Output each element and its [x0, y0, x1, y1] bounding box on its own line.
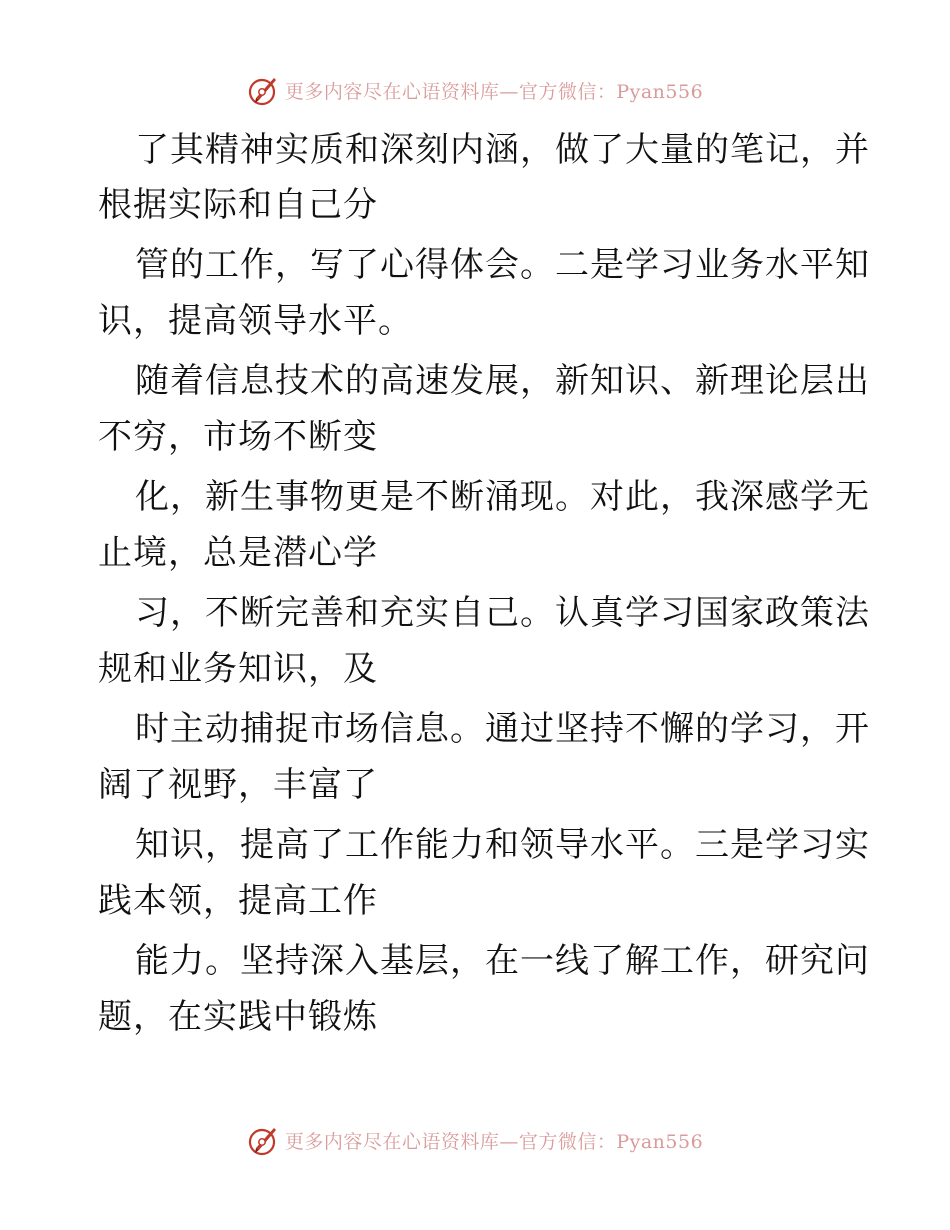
- text-line: 践本领，提高工作: [98, 881, 378, 921]
- text-line: 了其精神实质和深刻内涵，做了大量的笔记，并: [135, 130, 870, 170]
- quill-pen-seal-icon: [247, 1123, 281, 1157]
- text-line: 能力。坚持深入基层，在一线了解工作，研究问: [135, 941, 870, 981]
- text-line: 根据实际和自己分: [98, 185, 378, 225]
- text-line: 习，不断完善和充实自己。认真学习国家政策法: [135, 593, 870, 633]
- header-banner: [0, 70, 950, 110]
- text-line: 知识，提高了工作能力和领导水平。三是学习实: [135, 825, 870, 865]
- header-banner-text: 更多内容尽在心语资料库—官方微信：Pyan556: [284, 80, 704, 103]
- text-line: 题，在实践中锻炼: [98, 997, 378, 1037]
- text-line: 管的工作，写了心得体会。二是学习业务水平知: [135, 245, 870, 285]
- text-line: 不穷，市场不断变: [98, 417, 378, 457]
- text-line: 时主动捕捉市场信息。通过坚持不懈的学习，开: [135, 709, 870, 749]
- quill-pen-seal-icon: [247, 73, 281, 107]
- text-line: 规和业务知识，及: [98, 649, 378, 689]
- footer-banner: [0, 1120, 950, 1160]
- text-line: 随着信息技术的高速发展，新知识、新理论层出: [135, 361, 870, 401]
- text-line: 阔了视野，丰富了: [98, 765, 378, 805]
- footer-banner-text: 更多内容尽在心语资料库—官方微信：Pyan556: [284, 1130, 704, 1153]
- text-line: 识，提高领导水平。: [98, 301, 413, 341]
- text-line: 止境，总是潜心学: [98, 533, 378, 573]
- text-line: 化，新生事物更是不断涌现。对此，我深感学无: [135, 477, 870, 517]
